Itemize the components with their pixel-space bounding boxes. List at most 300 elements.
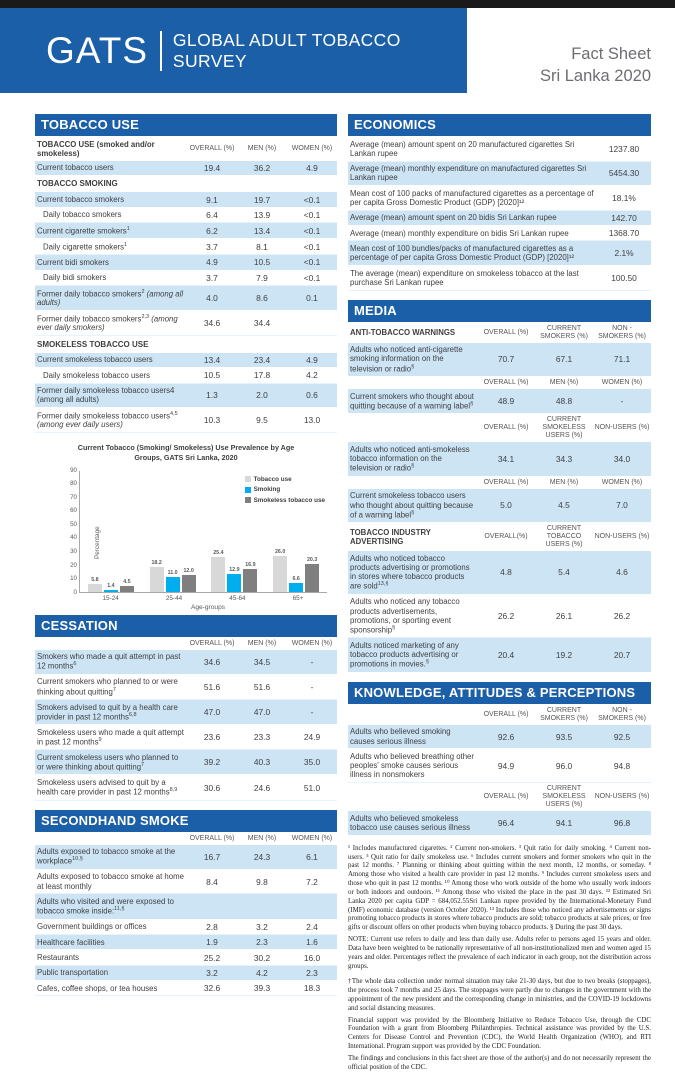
row-value: 25.2 <box>203 952 221 963</box>
row-value: 51.0 <box>303 782 321 793</box>
table-row <box>348 137 651 162</box>
row-value: 34.6 <box>203 656 221 667</box>
bar-value-label: 11.0 <box>167 569 178 576</box>
bar-group <box>273 549 319 591</box>
row-value: 18.1% <box>612 192 636 203</box>
table-row <box>35 208 337 223</box>
table-row <box>348 186 651 211</box>
column-header: NON - SMOKERS (%) <box>598 324 646 340</box>
row-value: 8.6 <box>256 292 268 303</box>
row-value: 4.8 <box>500 567 512 578</box>
row-label: Restaurants <box>37 952 80 962</box>
table-row <box>35 981 337 996</box>
row-value: 34.4 <box>253 318 271 329</box>
row-value: 5454.30 <box>608 168 640 179</box>
top-black-bar <box>0 0 675 8</box>
bar-value-label: 18.2 <box>151 560 162 566</box>
x-tick-label: 45-64 <box>229 594 246 602</box>
column-header: CURRENT SMOKELESS USERS (%) <box>542 416 586 440</box>
bar-group <box>211 550 257 591</box>
row-value: 26.1 <box>555 611 573 622</box>
smoking-bar <box>166 569 180 592</box>
economics-table <box>348 137 651 291</box>
table-header-row <box>348 414 651 442</box>
section-title-secondhand-smoke: SECONDHAND SMOKE <box>35 810 337 832</box>
row-label: Adults exposed to tobacco smoke at the workplace$^{10,\S}$ <box>37 847 176 867</box>
row-value: 13.9 <box>253 210 271 221</box>
row-value: 24.9 <box>303 732 321 743</box>
row-value: 2.1% <box>614 248 634 259</box>
smoking-bar <box>227 567 241 591</box>
secondhand-smoke-table <box>35 833 337 997</box>
table-row <box>35 353 337 368</box>
row-value: 5.4 <box>558 567 570 578</box>
row-value: 48.9 <box>497 396 515 407</box>
x-tick-label: 15-24 <box>102 594 119 602</box>
column-header: MEN (%) <box>549 478 579 486</box>
smokeless-tobacco-use-bar <box>305 557 319 592</box>
column-header: CURRENT SMOKELESS USERS (%) <box>542 785 586 809</box>
row-value: 10.5 <box>203 370 221 381</box>
row-value: 1.3 <box>206 390 218 401</box>
table-row <box>35 700 337 725</box>
row-value: 3.7 <box>206 272 218 283</box>
table-row <box>35 750 337 775</box>
row-value: 7.0 <box>616 500 628 511</box>
tobacco-use-bar <box>273 549 287 591</box>
row-label: SMOKELESS TOBACCO USE <box>37 339 149 349</box>
column-header: NON-USERS (%) <box>594 533 650 541</box>
row-label: Adults who believed smoking causes serious illness <box>350 727 451 746</box>
row-label: Adults who noticed anti-smokeless tobacco information on the television or radio§ <box>350 444 470 473</box>
table-row <box>348 551 651 595</box>
row-label: Current smokers who thought about quitting because of a warning label§ <box>350 391 474 411</box>
row-value: 20.4 <box>497 649 515 660</box>
legend-label: Tobacco use <box>253 475 292 483</box>
row-value: 6.1 <box>306 851 318 862</box>
table-header-label <box>348 380 477 385</box>
row-value: 19.7 <box>253 194 271 205</box>
smokeless-tobacco-use-bar <box>120 578 134 592</box>
table-header-row <box>348 705 651 725</box>
row-value: 100.50 <box>611 272 637 283</box>
row-value: 24.6 <box>253 782 271 793</box>
row-label: Current bidi smokers <box>37 257 109 267</box>
table-row <box>348 811 651 836</box>
bar-value-label: 6.6 <box>292 575 300 582</box>
column-header: WOMEN (%) <box>291 639 333 647</box>
table-row <box>348 442 651 476</box>
row-value: 142.70 <box>611 212 637 223</box>
row-label: Daily tobacco smokers <box>43 210 122 220</box>
row-value: 3.2 <box>256 921 268 932</box>
bar-group <box>150 560 196 592</box>
table-row <box>35 650 337 675</box>
row-label: Current smokeless tobacco users <box>37 355 153 365</box>
chart-bars <box>80 549 327 591</box>
row-value: 4.5 <box>558 500 570 511</box>
content-columns <box>0 114 675 1076</box>
row-value: 23.6 <box>203 732 221 743</box>
row-label: Current smokeless tobacco users who thought about quitting because of a warning label§ <box>350 491 474 520</box>
table-header-label <box>35 641 187 646</box>
row-value: 1368.70 <box>608 228 640 239</box>
smokeless-tobacco-use-bar <box>182 568 196 591</box>
table-row <box>348 343 651 377</box>
table-header-row <box>35 638 337 650</box>
row-value: 51.6 <box>253 681 271 692</box>
table-row <box>348 725 651 750</box>
smoking-bar <box>289 575 303 592</box>
y-axis-tick-label: 30 <box>70 548 77 555</box>
country-year-label: Sri Lanka 2020 <box>540 66 651 85</box>
section-cessation <box>35 615 337 801</box>
row-value: 8.1 <box>256 241 268 252</box>
row-value: 94.8 <box>613 760 631 771</box>
row-label: Former daily tobacco smokers$^2$ (among all adults) <box>37 288 184 308</box>
table-row <box>35 239 337 255</box>
row-value: 13.0 <box>303 415 321 426</box>
column-header: OVERALL (%) <box>483 424 529 432</box>
row-label: Former daily smokeless tobacco users4 (among all adults) <box>37 386 175 405</box>
section-title-economics: ECONOMICS <box>348 114 651 136</box>
column-header: CURRENT TOBACCO USERS (%) <box>545 525 583 549</box>
row-value: 1237.80 <box>608 143 640 154</box>
row-value: 16.7 <box>203 851 221 862</box>
row-label: The average (mean) expenditure on smokeless tobacco at the last purchase Sri Lankan rupee <box>350 268 579 287</box>
row-label: Former daily smokeless tobacco users$^{4,5}$ (among ever daily users) <box>37 410 178 430</box>
table-row <box>35 950 337 965</box>
column-header: OVERALL (%) <box>189 639 235 647</box>
row-value: 40.3 <box>253 757 271 768</box>
table-row <box>348 749 651 783</box>
row-value: 47.0 <box>203 707 221 718</box>
bar-value-label: 16.9 <box>245 561 256 568</box>
fact-sheet-title <box>540 44 651 88</box>
table-row <box>348 266 651 291</box>
section-media <box>348 300 651 673</box>
media-table <box>348 323 651 673</box>
row-value: 34.1 <box>497 454 515 465</box>
table-header-row <box>348 323 651 343</box>
row-value: 0.1 <box>306 292 318 303</box>
table-row <box>35 384 337 409</box>
table-row <box>348 489 651 523</box>
bar-value-label: 4.5 <box>123 578 131 585</box>
left-column <box>35 114 337 1076</box>
table-row <box>35 176 337 193</box>
row-label: Current smokeless users who planned to or were thinking about quitting$^7$ <box>37 752 179 772</box>
section-title-cessation: CESSATION <box>35 615 337 637</box>
y-axis-tick-label: 80 <box>70 480 77 488</box>
row-value: 34.0 <box>613 454 631 465</box>
table-row <box>35 336 337 353</box>
legend-swatch <box>245 497 251 503</box>
row-label: Mean cost of 100 bundles/packs of manufactured cigarettes as a percentage of per capita Gross Domestic Product (GDP) [2020]¹² <box>350 244 575 263</box>
bar-group <box>88 576 134 592</box>
row-value: 2.3 <box>306 967 318 978</box>
table-header-row <box>348 523 651 551</box>
table-row <box>348 211 651 226</box>
row-value: 70.7 <box>497 354 515 365</box>
row-value: 9.5 <box>256 415 268 426</box>
table-header-label: TOBACCO INDUSTRY ADVERTISING <box>350 527 431 547</box>
bar-value-label: 20.3 <box>306 557 318 564</box>
column-header: MEN (%) <box>247 834 277 842</box>
right-column <box>348 114 651 1076</box>
table-header-label <box>348 795 477 800</box>
section-economics <box>348 114 651 291</box>
table-header-label: ANTI-TOBACCO WARNINGS <box>350 328 456 338</box>
row-value: 36.2 <box>253 162 271 173</box>
table-row <box>35 161 337 176</box>
row-value: 7.2 <box>306 876 318 887</box>
table-row <box>348 241 651 266</box>
column-header: OVERALL (%) <box>483 710 529 718</box>
row-value: - <box>310 656 314 667</box>
chart-title: Current Tobacco (Smoking/ Smokeless) Use Prevalence by Age Groups, GATS Sri Lanka, 2020 <box>77 443 295 462</box>
row-value: 67.1 <box>555 354 573 365</box>
table-header-row <box>348 477 651 489</box>
table-header-row <box>348 377 651 389</box>
row-value: - <box>310 681 314 692</box>
row-value: 96.4 <box>497 817 515 828</box>
table-row <box>35 223 337 239</box>
legend-entry <box>245 497 325 504</box>
column-header: OVERALL (%) <box>483 793 529 801</box>
row-value: 24.3 <box>253 851 271 862</box>
gats-logo-text: GATS <box>46 29 148 71</box>
tobacco-use-bar <box>211 550 225 591</box>
row-label: Smokeless users who made a quit attempt in past 12 months$^9$ <box>37 727 184 747</box>
footnote-paragraph: NOTE: Current use refers to daily and less than daily use. Adults refer to persons aged 15 years and older. Data have been weighted to be nationally representative of all non-institutionalized men and women aged 15 years and older. Percentages reflect the prevalence of each indicator in each group, not the distribution across groups. <box>348 936 651 970</box>
row-value: <0.1 <box>303 225 321 236</box>
row-label: Adults exposed to tobacco smoke at home at least monthly <box>37 872 184 891</box>
smoking-bar <box>104 582 118 592</box>
table-header-label <box>35 836 187 841</box>
section-tobacco-use <box>35 114 337 433</box>
row-value: 34.3 <box>555 454 573 465</box>
column-header: NON-USERS (%) <box>594 424 650 432</box>
row-value: 2.4 <box>306 921 318 932</box>
column-header: MEN (%) <box>247 639 277 647</box>
row-value: 4.9 <box>306 354 318 365</box>
row-label: Cafes, coffee shops, or tea houses <box>37 983 158 993</box>
row-value: 4.2 <box>306 370 318 381</box>
row-value: <0.1 <box>303 210 321 221</box>
y-axis-tick-label: 70 <box>70 493 77 501</box>
row-label: Current tobacco smokers <box>37 195 125 205</box>
y-axis-tick-label: 50 <box>70 520 77 528</box>
table-row <box>35 408 337 433</box>
row-value: 39.2 <box>203 757 221 768</box>
row-label: Daily smokeless tobacco users <box>43 370 151 380</box>
row-value: 34.6 <box>203 318 221 329</box>
row-value: 93.5 <box>555 731 573 742</box>
bar-value-label: 5.8 <box>91 576 99 583</box>
row-value: 10.5 <box>253 257 271 268</box>
legend-label: Smokeless tobacco use <box>253 496 325 504</box>
bar-value-label: 12.9 <box>229 567 240 574</box>
column-header: WOMEN (%) <box>291 834 333 842</box>
row-label: Average (mean) monthly expenditure on manufactured cigarettes Sri Lankan rupee <box>350 164 587 183</box>
row-label: Adults noticed marketing of any tobacco products advertising or promotions in movies.§ <box>350 640 459 669</box>
section-title-tobacco-use: TOBACCO USE <box>35 114 337 136</box>
row-value: 23.4 <box>253 354 271 365</box>
row-value: 13.4 <box>203 354 221 365</box>
table-row <box>35 368 337 383</box>
row-value: <0.1 <box>303 257 321 268</box>
row-label: Adults who visited and were exposed to tobacco smoke inside:$^{11,\S}$ <box>37 897 174 916</box>
column-header: NON - SMOKERS (%) <box>598 706 646 722</box>
chart-legend <box>245 476 325 508</box>
footnote-paragraph: The findings and conclusions in this fact sheet are those of the author(s) and do not necessarily represent the official position of the CDC. <box>348 1054 651 1071</box>
row-label: Government buildings or offices <box>37 922 147 932</box>
row-value: 34.5 <box>253 656 271 667</box>
row-value: 18.3 <box>303 983 321 994</box>
column-header: MEN (%) <box>549 379 579 386</box>
row-value: 6.4 <box>206 210 218 221</box>
table-row <box>348 389 651 414</box>
row-label: Average (mean) monthly expenditure on bidis Sri Lankan rupee <box>350 228 569 238</box>
section-title-media: MEDIA <box>348 300 651 322</box>
row-value: 16.0 <box>303 952 321 963</box>
row-value: 32.6 <box>203 983 221 994</box>
column-header: OVERALL (%) <box>483 478 529 486</box>
column-header: OVERALL(%) <box>484 533 528 541</box>
y-axis-tick-label: 60 <box>70 507 77 515</box>
table-row <box>35 894 337 919</box>
row-value: - <box>310 707 314 718</box>
column-header: OVERALL (%) <box>483 379 529 386</box>
bar-value-label: 26.0 <box>274 549 286 556</box>
row-value: 94.1 <box>555 817 573 828</box>
gats-logo-banner <box>0 8 467 93</box>
row-value: 10.3 <box>203 415 221 426</box>
row-value: 9.8 <box>256 876 268 887</box>
row-value: 47.0 <box>253 707 271 718</box>
legend-entry <box>245 476 325 483</box>
row-label: Current tobacco users <box>37 163 114 173</box>
row-value: 4.6 <box>616 567 628 578</box>
row-value: 26.2 <box>497 611 515 622</box>
y-axis-tick-label: 40 <box>70 534 77 542</box>
section-secondhand-smoke <box>35 810 337 997</box>
row-label: Smokers who made a quit attempt in past 12 months$^6$ <box>37 652 181 672</box>
table-row <box>35 725 337 750</box>
column-header: CURRENT SMOKERS (%) <box>540 324 588 340</box>
row-label: Adults who believed breathing other peoples' smoke causes serious illness in nonsmokers <box>350 751 474 780</box>
row-value: 71.1 <box>613 354 631 365</box>
row-value: <0.1 <box>303 241 321 252</box>
row-value: 2.0 <box>256 390 268 401</box>
row-value: 96.0 <box>555 760 573 771</box>
y-axis-tick-label: 90 <box>70 466 77 474</box>
footnote-paragraph: ¹ Includes manufactured cigarettes. ² Current non-smokers. ³ Quit ratio for daily smoking. ⁴ Current non-users. ⁵ Quit ratio for daily smokeless use. ⁶ Includes current smokers and former smokers who quit in the past 12 months. ⁷ Planning or thinking about quitting within the next month, 12 months, or someday. ⁸ Among those who visited a health care provider in past 12 months. ⁹ Includes current smokeless users and those who quit in past 12 months. ¹⁰ Among those who work outside of the home who usually work indoors or both indoors and outdoors. ¹¹ Among those who visited the place in the past 30 days. ¹² Estimated Sri Lanka 2020 per capita GDP = 684,052.55Sri Lankan rupee provided by the International-Monetary Fund (IMF) economic database (version October 2020). ¹³ Includes those who noticed any advertisements or signs promoting tobacco products in stores where tobacco products are sold; tobacco products at sale prices, or free gifts or discount offers on other products when buying tobacco products. § During the past 30 days. <box>348 844 651 932</box>
row-label: TOBACCO SMOKING <box>37 179 118 189</box>
tobacco-use-table <box>35 137 337 433</box>
y-axis-tick-label: 0 <box>73 588 77 596</box>
row-label: Smokeless users advised to quit by a health care provider in past 12 months$^{8,9}$ <box>37 778 178 797</box>
row-value: 20.7 <box>613 649 631 660</box>
column-header: WOMEN (%) <box>601 379 643 386</box>
row-value: 48.8 <box>555 396 573 407</box>
x-tick-label: 65+ <box>292 594 304 602</box>
column-header: CURRENT SMOKERS (%) <box>540 706 588 722</box>
row-value: 9.1 <box>206 194 218 205</box>
page-header <box>0 8 675 105</box>
table-row <box>35 286 337 311</box>
row-value: 2.3 <box>256 937 268 948</box>
table-row <box>35 920 337 935</box>
chart-x-tick-labels <box>79 595 327 602</box>
bar-value-label: 12.0 <box>183 568 194 575</box>
row-value: 3.7 <box>206 241 218 252</box>
row-value: 2.8 <box>206 921 218 932</box>
y-axis-tick-label: 20 <box>70 561 77 569</box>
legend-label: Smoking <box>253 486 281 494</box>
bar-value-label: 1.4 <box>107 582 115 589</box>
table-header-label <box>348 480 477 485</box>
table-row <box>35 870 337 895</box>
row-label: Healthcare facilities <box>37 937 105 947</box>
row-value: 26.2 <box>613 611 631 622</box>
column-header: WOMEN (%) <box>601 478 643 486</box>
row-value: 39.3 <box>253 983 271 994</box>
row-label: Adults who noticed anti-cigarette smoking information on the television or radio§ <box>350 345 463 374</box>
row-label: Public transportation <box>37 968 109 978</box>
row-value: <0.1 <box>303 272 321 283</box>
row-value: 19.4 <box>203 162 221 173</box>
table-row <box>35 255 337 270</box>
table-row <box>348 162 651 187</box>
row-label: Adults who believed smokeless tobacco use causes serious illness <box>350 813 471 832</box>
table-row <box>35 192 337 207</box>
chart-x-axis-label: Age-groups <box>190 603 226 611</box>
row-label: Adults who noticed tobacco products advertising or promotions in stores where tobacco products are sold$^{13,\S}$ <box>350 553 470 591</box>
row-value: 51.6 <box>203 681 221 692</box>
row-label: Current smokers who planned to or were thinking about quitting$^7$ <box>37 677 178 697</box>
knowledge-table <box>348 705 651 836</box>
row-label: Adults who noticed any tobacco products advertisements, promotions, or sporting event sponsorship§ <box>350 597 460 635</box>
row-value: 5.0 <box>500 500 512 511</box>
row-value: 7.9 <box>256 272 268 283</box>
table-row <box>348 226 651 241</box>
row-value: 92.6 <box>497 731 515 742</box>
legend-swatch <box>245 476 251 482</box>
chart-plot-area <box>70 466 327 596</box>
row-value: 19.2 <box>555 649 573 660</box>
row-label: Average (mean) amount spent on 20 bidis Sri Lankan rupee <box>350 213 557 223</box>
row-value: 4.9 <box>306 162 318 173</box>
row-label: Current cigarette smokers$^1$ <box>37 225 130 236</box>
row-label: Smokers advised to quit by a health care provider in past 12 months$^{6,8}$ <box>37 702 178 722</box>
footnotes-block <box>348 845 651 1073</box>
row-value: 1.9 <box>206 937 218 948</box>
smokeless-tobacco-use-bar <box>243 561 257 592</box>
table-header-label <box>348 426 477 431</box>
row-label: Mean cost of 100 packs of manufactured cigarettes as a percentage of per capita Gross Domestic Product (GDP) [2020]¹² <box>350 188 594 207</box>
row-value: 4.2 <box>256 967 268 978</box>
row-value: 17.8 <box>253 370 271 381</box>
row-label: Daily bidi smokers <box>43 273 107 283</box>
table-row <box>35 966 337 981</box>
table-header-row <box>35 833 337 845</box>
row-value: 1.6 <box>306 937 318 948</box>
column-header: OVERALL (%) <box>483 328 529 336</box>
row-value: 3.2 <box>206 967 218 978</box>
row-value: 0.6 <box>306 390 318 401</box>
